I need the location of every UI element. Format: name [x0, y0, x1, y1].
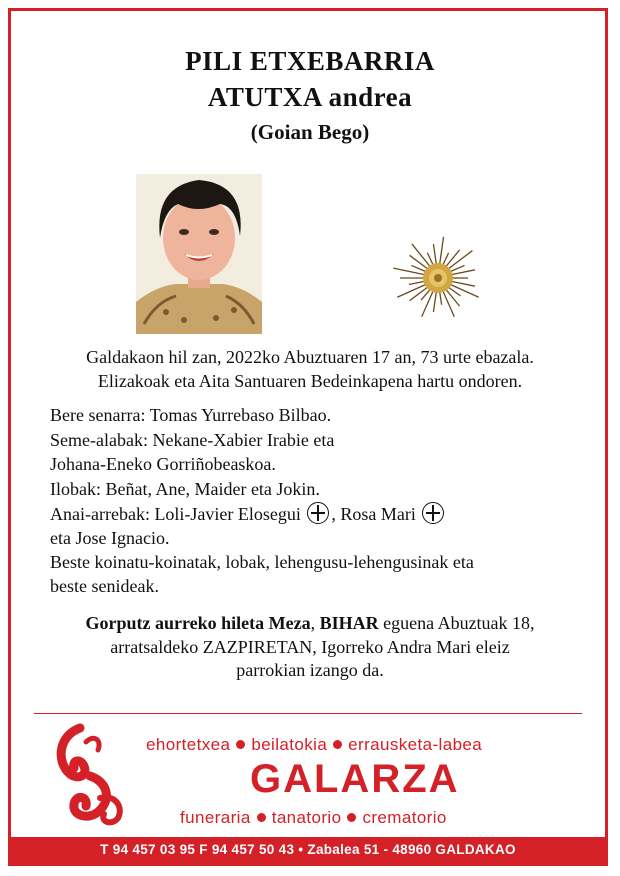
bullet-icon	[257, 813, 266, 822]
mass-day: BIHAR	[319, 613, 379, 633]
spouse-line: Bere senarra: Tomas Yurrebaso Bilbao.	[50, 405, 332, 425]
death-notice: Galdakaon hil zan, 2022ko Abuztuaren 17 an, 73 urte ebazala.	[86, 347, 534, 367]
thistle-spike	[440, 237, 444, 264]
tagline-item: crematorio	[362, 808, 447, 827]
mass-title: Gorputz aurreko hileta Meza	[85, 613, 311, 633]
tagline-basque	[146, 735, 482, 755]
deceased-surname: ATUTXA andrea	[207, 82, 413, 112]
tagline-item: errausketa-labea	[348, 735, 483, 754]
siblings-text-2: , Rosa Mari	[331, 504, 416, 524]
children-line-2: Johana-Eneko Gorriñobeaskoa.	[50, 454, 276, 474]
galarza-logo-icon	[52, 722, 132, 830]
thistle-spike	[443, 253, 449, 265]
deceased-name: PILI ETXEBARRIA	[185, 46, 435, 76]
contact-footer: T 94 457 03 95 F 94 457 50 43 • Zabalea 51 - 48960 GALDAKAO	[11, 837, 605, 863]
thistle-spike	[440, 292, 442, 305]
mass-date: eguena Abuztuak 18,	[378, 613, 535, 633]
thistle-spike	[433, 292, 436, 312]
grandchildren-line: Ilobak: Beñat, Ane, Maider eta Jokin.	[50, 479, 320, 499]
thistle-spike	[446, 250, 460, 267]
thistle-spike	[452, 270, 475, 275]
thistle-icon	[388, 232, 488, 324]
tagline-item: beilatokia	[251, 735, 328, 754]
tagline-item: funeraria	[180, 808, 251, 827]
thistle-spike	[422, 291, 433, 317]
tagline-item: tanatorio	[271, 808, 342, 827]
thistle-spike	[443, 291, 454, 317]
mass-sep: ,	[310, 613, 320, 633]
siblings-line-2: eta Jose Ignacio.	[50, 528, 170, 548]
mass-time-place: arratsaldeko ZAZPIRETAN, Igorreko Andra Mari eleiz	[110, 637, 510, 657]
thistle-spike	[410, 255, 428, 268]
bullet-icon	[236, 740, 245, 749]
tagline-spanish	[180, 808, 447, 828]
relatives-line: Beste koinatu-koinatak, lobak, lehengusu-lehengusinak eta	[50, 552, 474, 572]
siblings-line	[50, 502, 446, 525]
cross-icon	[307, 502, 329, 524]
rest-in-peace: (Goian Bego)	[250, 120, 370, 144]
relatives-line-2: beste senideak.	[50, 576, 159, 596]
thistle-spike	[427, 253, 433, 265]
bullet-icon	[347, 813, 356, 822]
funeral-home-name: GALARZA	[250, 757, 460, 801]
children-line: Seme-alabak: Nekane-Xabier Irabie eta	[50, 430, 335, 450]
thistle-spike	[452, 281, 475, 286]
divider	[34, 713, 582, 714]
portrait-photo	[136, 174, 262, 334]
thistle-spike	[410, 287, 428, 300]
siblings-text: Anai-arrebak: Loli-Javier Elosegui	[50, 504, 301, 524]
thistle-spike	[409, 281, 425, 284]
mass-place: parrokian izango da.	[236, 660, 384, 680]
bullet-icon	[333, 740, 342, 749]
cross-icon	[422, 502, 444, 524]
tagline-item: ehortetxea	[146, 735, 231, 754]
thistle-spike	[397, 285, 425, 298]
thistle-spike	[433, 244, 436, 264]
sacraments-note: Elizakoak eta Aita Santuaren Bedeinkapena hartu ondoren.	[97, 371, 523, 391]
mass-line	[0, 612, 620, 634]
